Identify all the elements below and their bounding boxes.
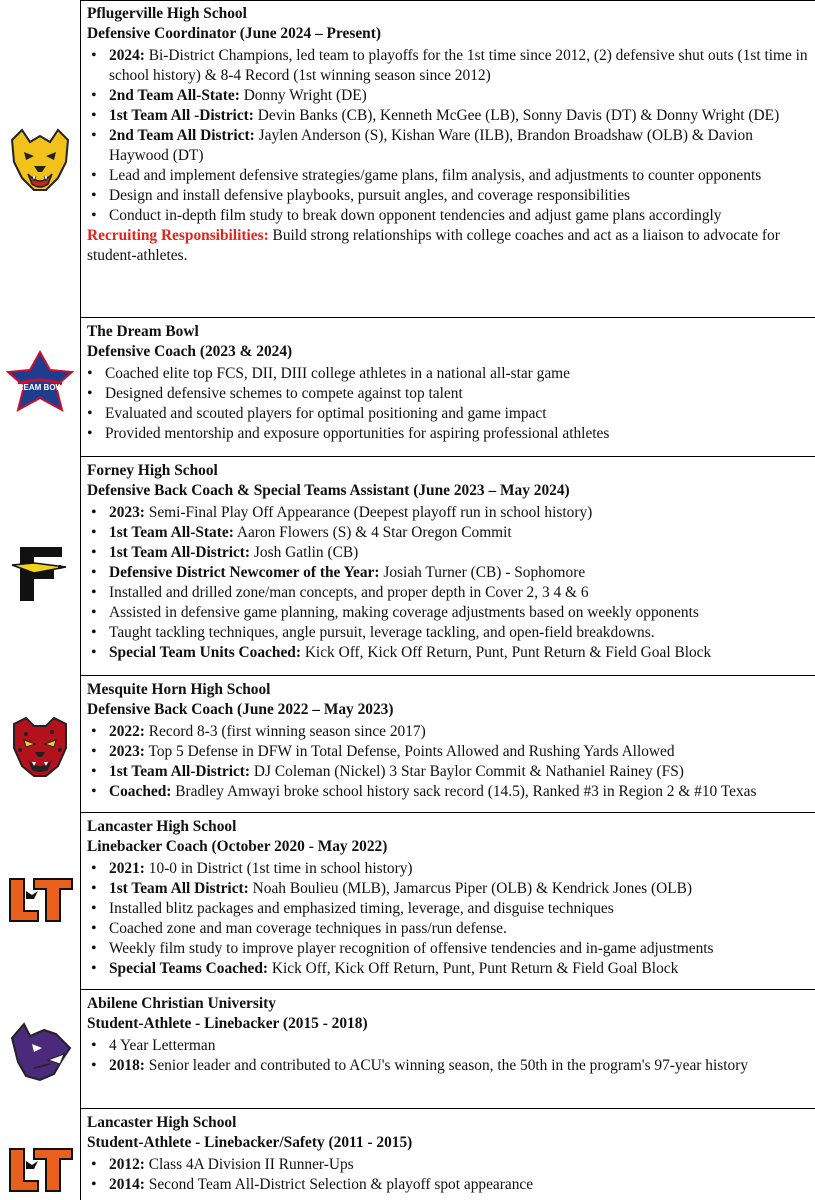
school-name: Lancaster High School	[87, 1114, 237, 1131]
entry-content	[87, 1113, 813, 1195]
bullet-text: Evaluated and scouted players for optimal positioning and game impact	[105, 405, 547, 422]
recruiting-text: Build strong relationships with college coaches and act as a liaison to advocate for student-athletes.	[87, 227, 780, 264]
bullet-label: 1st Team All-State:	[109, 524, 234, 541]
list-item	[109, 623, 813, 643]
bullet-list	[87, 503, 813, 663]
panther-logo-icon	[4, 126, 76, 196]
list-item	[109, 86, 813, 106]
entry-dream-bowl	[0, 318, 815, 456]
bullet-label: 1st Team All-District:	[109, 763, 251, 780]
lancaster-lt-logo-icon	[4, 869, 76, 929]
bullet-text: Aaron Flowers (S) & 4 Star Oregon Commit	[233, 524, 512, 541]
bullet-label: Coached:	[109, 783, 172, 800]
school-name: Lancaster High School	[87, 818, 237, 835]
bullet-list	[87, 1036, 813, 1076]
bullet-text: Semi-Final Play Off Appearance (Deepest playoff run in school history)	[144, 504, 593, 521]
bullet-text: Installed and drilled zone/man concepts, and proper depth in Cover 2, 3 4 & 6	[109, 584, 589, 601]
bullet-label: 1st Team All -District:	[109, 107, 254, 124]
role-title: Defensive Back Coach & Special Teams Assistant (June 2023 – May 2024)	[87, 482, 570, 499]
list-item	[109, 879, 813, 899]
bullet-text: Noah Boulieu (MLB), Jamarcus Piper (OLB) & Kendrick Jones (OLB)	[248, 880, 693, 897]
bullet-text: Installed blitz packages and emphasized timing, leverage, and disguise techniques	[109, 900, 614, 917]
school-name: Forney High School	[87, 462, 218, 479]
list-item	[109, 1175, 813, 1195]
list-item	[105, 364, 813, 384]
entry-pflugerville	[0, 0, 815, 317]
bullet-label: 2018:	[109, 1057, 145, 1074]
list-item	[109, 166, 813, 186]
bullet-label: 2nd Team All District:	[109, 127, 255, 144]
bullet-text: Designed defensive schemes to compete against top talent	[105, 385, 463, 402]
forney-f-logo-icon	[4, 539, 76, 609]
entry-content	[87, 994, 813, 1076]
bullet-text: Josiah Turner (CB) - Sophomore	[379, 564, 586, 581]
bullet-text: Conduct in-depth film study to break down opponent tendencies and adjust game plans accordingly	[109, 207, 722, 224]
bullet-text: Jaylen Anderson (S), Kishan Ware (ILB), Brandon Broadshaw (OLB) & Davion Haywood (DT)	[109, 127, 753, 164]
entry-forney	[0, 457, 815, 675]
bullet-text: Coached elite top FCS, DII, DIII college athletes in a national all-star game	[105, 365, 570, 382]
bullet-list	[87, 859, 813, 979]
list-item	[105, 424, 813, 444]
bullet-text: Class 4A Division II Runner-Ups	[144, 1156, 354, 1173]
list-item	[109, 46, 813, 86]
bullet-label: 2024:	[109, 47, 145, 64]
list-item	[109, 106, 813, 126]
logo-text: DREAM BOWL	[12, 383, 68, 392]
bullet-label: 2023:	[109, 504, 145, 521]
list-item	[109, 959, 813, 979]
entry-content	[87, 4, 813, 266]
bullet-list	[87, 1155, 813, 1195]
list-item	[109, 782, 813, 802]
bullet-label: Special Team Units Coached:	[109, 644, 301, 661]
bullet-text: Taught tackling techniques, angle pursuit, leverage tackling, and open-field breakdowns.	[109, 624, 655, 641]
list-item	[109, 1155, 813, 1175]
jaguar-logo-icon	[4, 712, 76, 782]
entry-content	[87, 680, 813, 802]
bullet-text: Kick Off, Kick Off Return, Punt, Punt Return & Field Goal Block	[300, 644, 712, 661]
role-title: Student-Athlete - Linebacker (2015 - 2018)	[87, 1015, 368, 1032]
school-name: The Dream Bowl	[87, 323, 199, 340]
list-item	[109, 503, 813, 523]
bullet-text: 4 Year Letterman	[109, 1037, 216, 1054]
lancaster-lt-logo-icon	[4, 1139, 76, 1199]
list-item	[109, 643, 813, 663]
bullet-label: 2022:	[109, 723, 145, 740]
entry-content	[87, 322, 813, 444]
role-title: Defensive Coordinator (June 2024 – Present)	[87, 25, 381, 42]
bullet-text: Senior leader and contributed to ACU's winning season, the 50th in the program's 97-year history	[144, 1057, 749, 1074]
list-item	[109, 762, 813, 782]
entry-mesquite-horn	[0, 676, 815, 812]
list-item	[105, 384, 813, 404]
list-item	[109, 563, 813, 583]
list-item	[109, 919, 813, 939]
entry-lancaster-athlete	[0, 1109, 815, 1200]
list-item	[109, 523, 813, 543]
bullet-text: Bradley Amwayi broke school history sack record (14.5), Ranked #3 in Region 2 & #10 Texas	[171, 783, 757, 800]
entry-content	[87, 817, 813, 979]
bullet-text: Lead and implement defensive strategies/game plans, film analysis, and adjustments to counter opponents	[109, 167, 762, 184]
bullet-text: Josh Gatlin (CB)	[250, 544, 359, 561]
bullet-text: Devin Banks (CB), Kenneth McGee (LB), Sonny Davis (DT) & Donny Wright (DE)	[253, 107, 780, 124]
bullet-text: Second Team All-District Selection & playoff spot appearance	[144, 1176, 534, 1193]
bullet-text: Provided mentorship and exposure opportunities for aspiring professional athletes	[105, 425, 610, 442]
list-item	[109, 1056, 813, 1076]
list-item	[109, 603, 813, 623]
list-item	[109, 1036, 813, 1056]
role-title: Defensive Back Coach (June 2022 – May 2023)	[87, 701, 394, 718]
list-item	[105, 404, 813, 424]
bullet-label: 2nd Team All-State:	[109, 87, 240, 104]
list-item	[109, 126, 813, 166]
bullet-text: Coached zone and man coverage techniques in pass/run defense.	[109, 920, 507, 937]
bullet-text: 10-0 in District (1st time in school history)	[144, 860, 413, 877]
bullet-text: Top 5 Defense in DFW in Total Defense, Points Allowed and Rushing Yards Allowed	[144, 743, 675, 760]
entry-acu	[0, 990, 815, 1108]
acu-wildcat-logo-icon	[4, 1018, 76, 1088]
bullet-label: Special Teams Coached:	[109, 960, 269, 977]
bullet-label: 1st Team All District:	[109, 880, 249, 897]
list-item	[109, 543, 813, 563]
school-name: Mesquite Horn High School	[87, 681, 271, 698]
bullet-label: Defensive District Newcomer of the Year:	[109, 564, 380, 581]
bullet-text: Kick Off, Kick Off Return, Punt, Punt Return & Field Goal Block	[268, 960, 679, 977]
list-item	[109, 186, 813, 206]
list-item	[109, 899, 813, 919]
school-name: Pflugerville High School	[87, 5, 247, 22]
bullet-text: Record 8-3 (first winning season since 2017)	[144, 723, 426, 740]
school-name: Abilene Christian University	[87, 995, 276, 1012]
role-title: Linebacker Coach (October 2020 - May 2022)	[87, 838, 388, 855]
bullet-text: DJ Coleman (Nickel) 3 Star Baylor Commit & Nathaniel Rainey (FS)	[250, 763, 684, 780]
bullet-list	[87, 46, 813, 226]
list-item	[109, 583, 813, 603]
bullet-label: 2023:	[109, 743, 145, 760]
recruiting-label: Recruiting Responsibilities:	[87, 227, 269, 244]
role-title: Defensive Coach (2023 & 2024)	[87, 343, 293, 360]
list-item	[109, 206, 813, 226]
entry-lancaster-coach	[0, 813, 815, 989]
bullet-list	[83, 364, 813, 444]
recruiting-line	[87, 226, 813, 266]
role-title: Student-Athlete - Linebacker/Safety (2011 - 2015)	[87, 1134, 413, 1151]
bullet-label: 2021:	[109, 860, 145, 877]
list-item	[109, 859, 813, 879]
entry-content	[87, 461, 813, 663]
list-item	[109, 742, 813, 762]
bullet-text: Assisted in defensive game planning, making coverage adjustments based on weekly opponents	[109, 604, 699, 621]
bullet-label: 2014:	[109, 1176, 145, 1193]
bullet-text: Bi-District Champions, led team to playoffs for the 1st time since 2012, (2) defensive shut outs (1st time in school history) & 8-4 Record (1st winning season since 2012)	[109, 47, 808, 84]
bullet-list	[87, 722, 813, 802]
bullet-label: 2012:	[109, 1156, 145, 1173]
bullet-text: Donny Wright (DE)	[239, 87, 367, 104]
list-item	[109, 722, 813, 742]
bullet-label: 1st Team All-District:	[109, 544, 251, 561]
bullet-text: Weekly film study to improve player recognition of offensive tendencies and in-game adjustments	[109, 940, 714, 957]
bullet-text: Design and install defensive playbooks, pursuit angles, and coverage responsibilities	[109, 187, 631, 204]
dream-bowl-logo-icon	[4, 348, 76, 418]
list-item	[109, 939, 813, 959]
